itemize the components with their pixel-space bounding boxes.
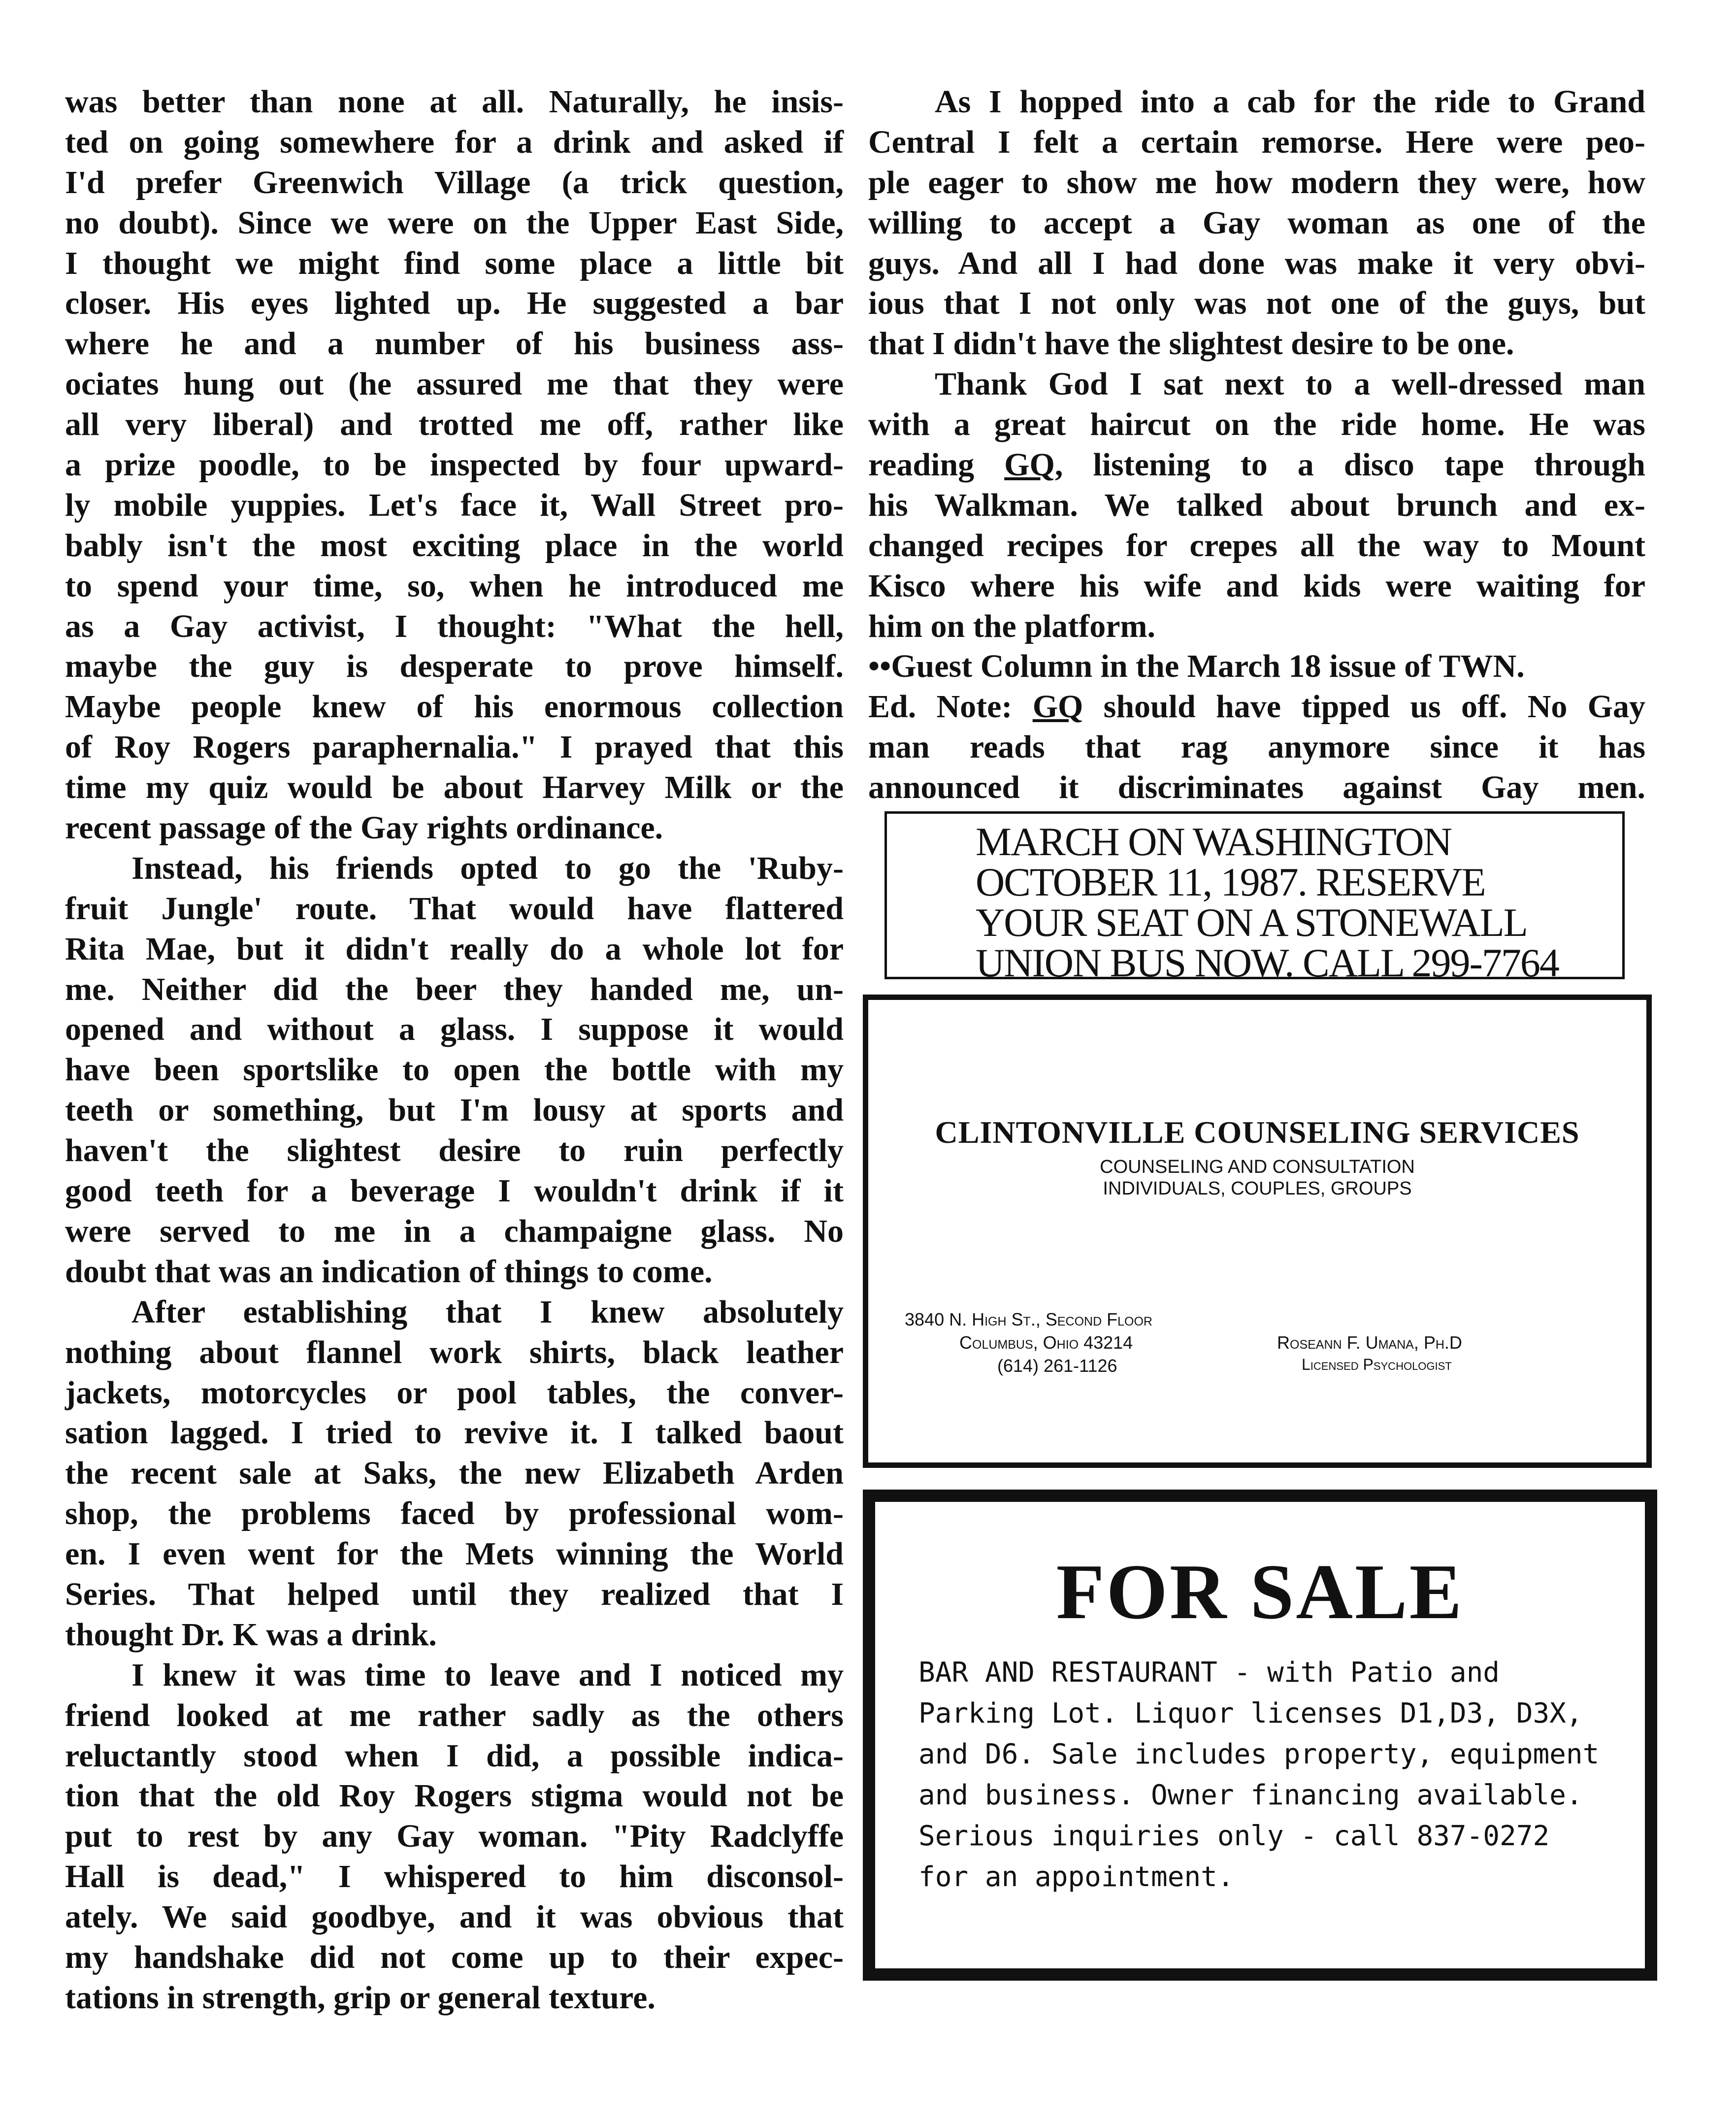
article-line: of Roy Rogers paraphernalia." I prayed that this	[65, 729, 844, 765]
article-line: willing to accept a Gay woman as one of the	[868, 204, 1645, 241]
article-line: me. Neither did the beer they handed me, un-	[65, 971, 844, 1007]
article-line: haven't the slightest desire to ruin perfectly	[65, 1132, 844, 1169]
march-ad-line: MARCH ON WASHINGTON	[976, 819, 1451, 864]
article-line: the recent sale at Saks, the new Elizabeth Arden	[65, 1455, 844, 1492]
article-line: ted on going somewhere for a drink and asked if	[65, 124, 844, 160]
article-line: Hall is dead," I whispered to him disconsol-	[65, 1859, 844, 1895]
article-line: ••Guest Column in the March 18 issue of TWN.	[868, 648, 1525, 685]
article-line: announced it discriminates against Gay men.	[868, 769, 1645, 806]
article-line-text: reading	[868, 447, 1005, 483]
article-line-text: , listening to a disco tape through	[1054, 447, 1645, 483]
counseling-ad-city: Columbus, Ohio 43214	[959, 1332, 1133, 1353]
counseling-ad-phone: (614) 261-1126	[997, 1356, 1117, 1376]
article-line: that I didn't have the slightest desire to be one.	[868, 326, 1514, 362]
march-ad-line: OCTOBER 11, 1987. RESERVE	[976, 860, 1485, 904]
article-line: As I hopped into a cab for the ride to Grand	[935, 84, 1645, 120]
article-line: ious that I not only was not one of the guys, but	[868, 285, 1645, 322]
article-line: friend looked at me rather sadly as the others	[65, 1697, 844, 1733]
counseling-ad-name: Roseann F. Umana, Ph.D	[1277, 1332, 1462, 1353]
article-line: was better than none at all. Naturally, he insis-	[65, 84, 844, 120]
article-line: thought Dr. K was a drink.	[65, 1616, 437, 1653]
counseling-ad-credential: Licensed Psychologist	[1302, 1356, 1452, 1373]
article-line: were served to me in a champaigne glass. No	[65, 1213, 844, 1249]
article-line: him on the platform.	[868, 608, 1155, 644]
article-line: man reads that rag anymore since it has	[868, 729, 1645, 765]
march-ad-line: YOUR SEAT ON A STONEWALL	[976, 900, 1527, 945]
article-line: shop, the problems faced by professional wom-	[65, 1495, 844, 1532]
for-sale-line: for an appointment.	[918, 1861, 1234, 1893]
article-line: time my quiz would be about Harvey Milk or the	[65, 769, 844, 806]
article-line: Kisco where his wife and kids were waiting for	[868, 567, 1645, 604]
article-line: Instead, his friends opted to go the 'Ruby-	[131, 850, 844, 886]
article-line: Maybe people knew of his enormous collection	[65, 689, 844, 725]
article-line: ple eager to show me how modern they were, how	[868, 164, 1645, 200]
article-line: as a Gay activist, I thought: "What the hell,	[65, 608, 844, 644]
article-line: Rita Mae, but it didn't really do a whole lot for	[65, 930, 844, 967]
article-line-text: should have tipped us off. No Gay	[1083, 689, 1645, 725]
article-line: no doubt). Since we were on the Upper East Side,	[65, 204, 844, 241]
article-line: changed recipes for crepes all the way to Mount	[868, 527, 1645, 564]
article-line: have been sportslike to open the bottle with my	[65, 1052, 844, 1088]
article-line: fruit Jungle' route. That would have flattered	[65, 890, 844, 927]
article-line: opened and without a glass. I suppose it would	[65, 1011, 844, 1048]
article-line: guys. And all I had done was make it very obvi-	[868, 245, 1645, 281]
article-right-column	[868, 82, 1645, 808]
article-line: nothing about flannel work shirts, black leather	[65, 1334, 844, 1370]
article-line: his Walkman. We talked about brunch and ex-	[868, 487, 1645, 523]
article-line	[868, 687, 1645, 727]
article-line: jackets, motorcycles or pool tables, the conver-	[65, 1374, 844, 1411]
article-line-underlined-title: GQ	[1032, 689, 1083, 725]
article-line: bably isn't the most exciting place in the world	[65, 527, 844, 564]
article-line: ately. We said goodbye, and it was obvious that	[65, 1899, 844, 1935]
article-line: maybe the guy is desperate to prove himself.	[65, 648, 844, 685]
for-sale-line: and D6. Sale includes property, equipment	[918, 1738, 1600, 1770]
article-line: Central I felt a certain remorse. Here were peo-	[868, 124, 1645, 160]
article-line: my handshake did not come up to their expec-	[65, 1939, 844, 1975]
article-line: where he and a number of his business ass-	[65, 326, 844, 362]
article-line: After establishing that I knew absolutely	[131, 1294, 844, 1330]
article-line: a prize poodle, to be inspected by four upward-	[65, 447, 844, 483]
for-sale-ad	[863, 1490, 1657, 1981]
counseling-ad-address: 3840 N. High St., Second Floor	[905, 1309, 1152, 1329]
for-sale-body	[918, 1652, 1599, 1897]
article-line: recent passage of the Gay rights ordinance.	[65, 810, 663, 846]
article-line-underlined-title: GQ	[1004, 447, 1055, 483]
article-left-column	[65, 82, 844, 2018]
for-sale-line: Parking Lot. Liquor licenses D1,D3, D3X,	[918, 1697, 1583, 1729]
article-line: put to rest by any Gay woman. "Pity Radclyffe	[65, 1818, 844, 1855]
article-line: reluctantly stood when I did, a possible indica-	[65, 1737, 844, 1774]
counseling-services-ad	[863, 995, 1652, 1468]
article-line: closer. His eyes lighted up. He suggested a bar	[65, 285, 844, 322]
article-line-text: Ed. Note:	[868, 689, 1033, 725]
article-line: sation lagged. I tried to revive it. I talked baout	[65, 1415, 844, 1451]
for-sale-line: Serious inquiries only - call 837-0272	[918, 1820, 1550, 1852]
article-line: ly mobile yuppies. Let's face it, Wall Street pro-	[65, 487, 844, 523]
article-line: tion that the old Roy Rogers stigma would not be	[65, 1778, 844, 1814]
march-ad-line: UNION BUS NOW. CALL 299-7764	[976, 940, 1559, 985]
march-on-washington-ad	[884, 811, 1625, 985]
for-sale-line: BAR AND RESTAURANT - with Patio and	[918, 1657, 1500, 1689]
article-line: teeth or something, but I'm lousy at sports and	[65, 1092, 844, 1129]
article-line: ociates hung out (he assured me that they were	[65, 366, 844, 402]
counseling-ad-subtitle: COUNSELING AND CONSULTATION	[1100, 1157, 1415, 1177]
article-line: with a great haircut on the ride home. He was	[868, 406, 1645, 443]
article-line: good teeth for a beverage I wouldn't drink if it	[65, 1173, 844, 1209]
article-line: I'd prefer Greenwich Village (a trick question,	[65, 164, 844, 200]
article-line	[868, 445, 1645, 485]
for-sale-line: and business. Owner financing available.	[918, 1779, 1583, 1811]
article-line: tations in strength, grip or general texture.	[65, 1979, 655, 2016]
counseling-ad-subtitle: INDIVIDUALS, COUPLES, GROUPS	[1103, 1178, 1412, 1199]
article-line: I thought we might find some place a little bit	[65, 245, 844, 281]
article-line: all very liberal) and trotted me off, rather like	[65, 406, 844, 443]
article-line: Thank God I sat next to a well-dressed man	[935, 366, 1645, 402]
article-line: I knew it was time to leave and I noticed my	[131, 1657, 844, 1693]
article-line: doubt that was an indication of things to come.	[65, 1253, 713, 1290]
article-line: to spend your time, so, when he introduced me	[65, 567, 844, 604]
counseling-ad-title: CLINTONVILLE COUNSELING SERVICES	[935, 1115, 1580, 1150]
article-line: Series. That helped until they realized that I	[65, 1576, 844, 1612]
for-sale-title: FOR SALE	[1056, 1548, 1464, 1635]
article-line: en. I even went for the Mets winning the World	[65, 1536, 844, 1572]
